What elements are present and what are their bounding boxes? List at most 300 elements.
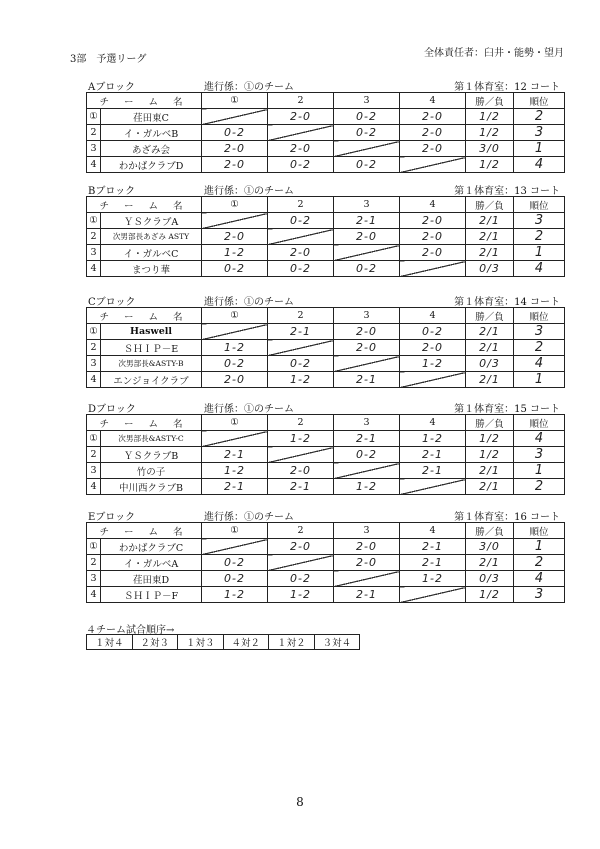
block-b-table [86, 196, 565, 277]
self-match-cell [334, 571, 400, 587]
match-result-cell [334, 213, 400, 229]
match-result-cell [400, 213, 466, 229]
match-score: 0-2 [290, 572, 311, 585]
match-order-item: ３対４ [314, 635, 360, 650]
win-loss-cell [466, 356, 514, 372]
win-loss-cell [466, 141, 514, 157]
team-name-header: チ ー ム 名 [87, 523, 202, 539]
col-header-rank: 順位 [514, 415, 565, 431]
col-header-rank: 順位 [514, 523, 565, 539]
match-score: 1-2 [224, 246, 245, 259]
rank-value: 1 [534, 141, 544, 156]
match-score: 2-0 [422, 110, 443, 123]
match-result-cell [334, 555, 400, 571]
match-score: 2-0 [356, 540, 377, 553]
win-loss-cell [466, 109, 514, 125]
col-header-c1: ① [202, 197, 268, 213]
match-score: 1-2 [422, 432, 443, 445]
self-match-cell [400, 587, 466, 603]
col-header-c1: ① [202, 415, 268, 431]
team-name-header: チ ー ム 名 [87, 415, 202, 431]
match-score: 1-2 [422, 572, 443, 585]
win-loss-cell [466, 447, 514, 463]
team-number: 2 [87, 447, 101, 463]
team-number: 3 [87, 141, 101, 157]
win-loss-value: 2/1 [479, 373, 500, 386]
block-name: Dブロック [88, 404, 136, 415]
match-score: 2-0 [224, 230, 245, 243]
match-result-cell [268, 245, 334, 261]
block-d [86, 400, 564, 495]
match-order-item: ４対２ [223, 635, 269, 650]
match-result-cell [268, 157, 334, 173]
match-result-cell [202, 555, 268, 571]
rank-cell [514, 157, 565, 173]
rank-value: 4 [534, 157, 544, 172]
match-result-cell [268, 479, 334, 495]
match-score: 0-2 [356, 262, 377, 275]
rank-value: 2 [534, 109, 544, 124]
team-number: 4 [87, 372, 101, 388]
team-number: 2 [87, 229, 101, 245]
match-score: 1-2 [224, 588, 245, 601]
self-match-cell [268, 555, 334, 571]
win-loss-cell [466, 479, 514, 495]
block-court: 第１体育室：14 コート [454, 297, 560, 308]
match-score: 2-1 [356, 373, 377, 386]
team-row [87, 324, 565, 340]
block-court: 第１体育室：13 コート [454, 186, 560, 197]
win-loss-value: 1/2 [479, 448, 500, 461]
block-name: Bブロック [88, 186, 136, 197]
match-score: 2-1 [224, 448, 245, 461]
table-header-row [87, 415, 565, 431]
block-c [86, 293, 564, 388]
team-name: わかばクラブC [101, 539, 202, 555]
match-result-cell [202, 141, 268, 157]
rank-value: 2 [534, 555, 544, 570]
block-court: 第１体育室：12 コート [454, 82, 560, 93]
match-result-cell [400, 571, 466, 587]
block-d-table [86, 414, 565, 495]
team-row [87, 539, 565, 555]
win-loss-value: 3/0 [479, 142, 500, 155]
match-result-cell [202, 479, 268, 495]
match-score: 2-0 [422, 126, 443, 139]
col-header-c4: 4 [400, 197, 466, 213]
match-score: 2-0 [422, 230, 443, 243]
match-score: 1-2 [356, 480, 377, 493]
win-loss-cell [466, 125, 514, 141]
col-header-winloss: 勝／負 [466, 523, 514, 539]
col-header-winloss: 勝／負 [466, 93, 514, 109]
team-name: イ・ガルベA [101, 555, 202, 571]
rank-value: 2 [534, 479, 544, 494]
team-row [87, 463, 565, 479]
match-order-table [86, 634, 360, 650]
match-score: 2-1 [422, 448, 443, 461]
team-number: 4 [87, 479, 101, 495]
team-number: 4 [87, 157, 101, 173]
win-loss-value: 1/2 [479, 588, 500, 601]
self-match-cell [202, 324, 268, 340]
col-header-c2: 2 [268, 197, 334, 213]
team-number: 3 [87, 356, 101, 372]
division-title: 3部 予選リーグ [70, 54, 147, 65]
col-header-c4: 4 [400, 93, 466, 109]
self-match-cell [400, 261, 466, 277]
match-order-item: １対４ [87, 635, 133, 650]
win-loss-value: 0/3 [479, 572, 500, 585]
match-score: 0-2 [356, 448, 377, 461]
match-result-cell [334, 261, 400, 277]
match-result-cell [202, 125, 268, 141]
match-result-cell [268, 109, 334, 125]
team-row [87, 109, 565, 125]
match-result-cell [400, 555, 466, 571]
match-result-cell [334, 324, 400, 340]
team-name-header: チ ー ム 名 [87, 308, 202, 324]
rank-value: 4 [534, 431, 544, 446]
table-header-row [87, 197, 565, 213]
win-loss-cell [466, 587, 514, 603]
team-row [87, 141, 565, 157]
col-header-c2: 2 [268, 415, 334, 431]
team-name-header: チ ー ム 名 [87, 93, 202, 109]
team-name: イ・ガルベB [101, 125, 202, 141]
match-order-item: １対３ [178, 635, 224, 650]
win-loss-value: 2/1 [479, 325, 500, 338]
match-result-cell [334, 229, 400, 245]
win-loss-cell [466, 431, 514, 447]
col-header-c4: 4 [400, 523, 466, 539]
block-e [86, 508, 564, 603]
block-referee: 進行係：①のチーム [204, 297, 294, 308]
match-score: 2-0 [224, 373, 245, 386]
match-result-cell [400, 431, 466, 447]
block-header [86, 400, 564, 414]
win-loss-cell [466, 463, 514, 479]
col-header-c4: 4 [400, 308, 466, 324]
win-loss-value: 1/2 [479, 110, 500, 123]
rank-value: 4 [534, 356, 544, 371]
match-result-cell [268, 141, 334, 157]
col-header-c1: ① [202, 93, 268, 109]
team-row [87, 479, 565, 495]
win-loss-value: 2/1 [479, 464, 500, 477]
match-result-cell [334, 539, 400, 555]
team-name: ＳＨＩＰ－F [101, 587, 202, 603]
self-match-cell [400, 157, 466, 173]
match-result-cell [202, 447, 268, 463]
team-number: 4 [87, 587, 101, 603]
match-score: 2-0 [422, 214, 443, 227]
match-score: 2-1 [422, 540, 443, 553]
self-match-cell [334, 356, 400, 372]
self-match-cell [202, 539, 268, 555]
self-match-cell [202, 109, 268, 125]
match-score: 1-2 [290, 432, 311, 445]
match-score: 0-2 [290, 158, 311, 171]
win-loss-value: 2/1 [479, 556, 500, 569]
self-match-cell [334, 141, 400, 157]
match-result-cell [400, 141, 466, 157]
match-result-cell [334, 340, 400, 356]
block-referee: 進行係：①のチーム [204, 82, 294, 93]
match-score: 2-1 [422, 464, 443, 477]
match-score: 0-2 [290, 214, 311, 227]
match-result-cell [400, 463, 466, 479]
match-score: 2-0 [356, 341, 377, 354]
match-result-cell [202, 261, 268, 277]
win-loss-cell [466, 372, 514, 388]
team-name: イ・ガルベC [101, 245, 202, 261]
team-row [87, 245, 565, 261]
rank-value: 2 [534, 340, 544, 355]
block-name: Aブロック [88, 82, 136, 93]
team-number: ① [87, 324, 101, 340]
team-row [87, 431, 565, 447]
block-header [86, 182, 564, 196]
rank-cell [514, 479, 565, 495]
block-referee: 進行係：①のチーム [204, 404, 294, 415]
self-match-cell [400, 479, 466, 495]
team-row [87, 125, 565, 141]
match-result-cell [268, 463, 334, 479]
match-result-cell [268, 356, 334, 372]
rank-value: 2 [534, 229, 544, 244]
match-score: 0-2 [224, 572, 245, 585]
team-name: 中川西クラブB [101, 479, 202, 495]
win-loss-cell [466, 324, 514, 340]
match-score: 2-0 [290, 142, 311, 155]
team-row [87, 229, 565, 245]
match-score: 1-2 [290, 588, 311, 601]
match-score: 2-1 [356, 214, 377, 227]
match-score: 0-2 [356, 110, 377, 123]
team-number: 2 [87, 340, 101, 356]
team-number: ① [87, 213, 101, 229]
match-score: 2-0 [422, 246, 443, 259]
rank-value: 3 [534, 213, 544, 228]
col-header-c1: ① [202, 523, 268, 539]
match-order-label: ４チーム試合順序→ [86, 625, 175, 636]
win-loss-cell [466, 571, 514, 587]
match-score: 2-1 [290, 480, 311, 493]
match-score: 0-2 [356, 158, 377, 171]
match-score: 0-2 [224, 126, 245, 139]
team-number: ① [87, 109, 101, 125]
col-header-winloss: 勝／負 [466, 197, 514, 213]
rank-value: 1 [534, 539, 544, 554]
match-score: 2-0 [290, 110, 311, 123]
rank-value: 1 [534, 372, 544, 387]
team-number: 2 [87, 125, 101, 141]
match-score: 2-0 [224, 158, 245, 171]
rank-cell [514, 463, 565, 479]
self-match-cell [268, 447, 334, 463]
match-score: 2-0 [290, 246, 311, 259]
match-score: 1-2 [422, 357, 443, 370]
team-number: 4 [87, 261, 101, 277]
rank-cell [514, 447, 565, 463]
team-row [87, 555, 565, 571]
rank-value: 3 [534, 125, 544, 140]
match-score: 2-0 [290, 540, 311, 553]
block-name: Eブロック [88, 512, 136, 523]
match-result-cell [334, 109, 400, 125]
self-match-cell [268, 340, 334, 356]
team-name: ＹＳクラブA [101, 213, 202, 229]
match-result-cell [202, 356, 268, 372]
rank-cell [514, 555, 565, 571]
win-loss-value: 2/1 [479, 341, 500, 354]
match-score: 2-0 [290, 464, 311, 477]
win-loss-cell [466, 539, 514, 555]
match-score: 2-0 [356, 325, 377, 338]
rank-cell [514, 356, 565, 372]
match-result-cell [268, 372, 334, 388]
team-name: あざみ会 [101, 141, 202, 157]
rank-cell [514, 213, 565, 229]
match-score: 1-2 [224, 341, 245, 354]
win-loss-value: 2/1 [479, 214, 500, 227]
block-a-table [86, 92, 565, 173]
match-result-cell [202, 229, 268, 245]
team-name: Haswell [101, 324, 202, 340]
table-header-row [87, 93, 565, 109]
team-row [87, 587, 565, 603]
match-score: 2-1 [356, 588, 377, 601]
self-match-cell [268, 229, 334, 245]
match-result-cell [268, 324, 334, 340]
self-match-cell [268, 125, 334, 141]
col-header-rank: 順位 [514, 197, 565, 213]
team-name: エンジョイクラブ [101, 372, 202, 388]
match-score: 2-0 [356, 230, 377, 243]
match-result-cell [268, 431, 334, 447]
rank-cell [514, 571, 565, 587]
table-header-row [87, 308, 565, 324]
match-result-cell [334, 372, 400, 388]
match-result-cell [400, 125, 466, 141]
team-name: ＹＳクラブB [101, 447, 202, 463]
match-result-cell [202, 372, 268, 388]
rank-cell [514, 324, 565, 340]
block-name: Cブロック [88, 297, 136, 308]
team-name: 竹の子 [101, 463, 202, 479]
match-result-cell [400, 356, 466, 372]
match-result-cell [334, 447, 400, 463]
match-result-cell [334, 479, 400, 495]
match-result-cell [268, 213, 334, 229]
match-score: 1-2 [224, 464, 245, 477]
match-score: 0-2 [224, 556, 245, 569]
col-header-rank: 順位 [514, 308, 565, 324]
block-header [86, 508, 564, 522]
page-number: 8 [296, 795, 304, 809]
rank-cell [514, 229, 565, 245]
rank-value: 4 [534, 261, 544, 276]
match-result-cell [400, 447, 466, 463]
rank-cell [514, 587, 565, 603]
match-result-cell [400, 229, 466, 245]
col-header-c2: 2 [268, 93, 334, 109]
rank-value: 4 [534, 571, 544, 586]
match-result-cell [268, 539, 334, 555]
self-match-cell [334, 463, 400, 479]
match-score: 2-0 [224, 142, 245, 155]
win-loss-cell [466, 229, 514, 245]
rank-cell [514, 141, 565, 157]
team-number: 2 [87, 555, 101, 571]
match-score: 1-2 [290, 373, 311, 386]
win-loss-cell [466, 261, 514, 277]
match-result-cell [400, 340, 466, 356]
block-court: 第１体育室：15 コート [454, 404, 560, 415]
responsible-persons: 全体責任者：臼井・能勢・望月 [424, 48, 564, 59]
match-score: 2-1 [422, 556, 443, 569]
win-loss-cell [466, 555, 514, 571]
col-header-c3: 3 [334, 93, 400, 109]
col-header-c3: 3 [334, 308, 400, 324]
team-name: わかばクラブD [101, 157, 202, 173]
block-header [86, 293, 564, 307]
win-loss-value: 1/2 [479, 432, 500, 445]
block-b [86, 182, 564, 277]
win-loss-cell [466, 245, 514, 261]
win-loss-value: 0/3 [479, 262, 500, 275]
col-header-c1: ① [202, 308, 268, 324]
win-loss-value: 3/0 [479, 540, 500, 553]
match-result-cell [400, 109, 466, 125]
rank-cell [514, 539, 565, 555]
match-score: 0-2 [422, 325, 443, 338]
block-referee: 進行係：①のチーム [204, 512, 294, 523]
team-name: 次男部長あざみ ASTY [101, 229, 202, 245]
match-score: 0-2 [290, 357, 311, 370]
match-score: 2-1 [290, 325, 311, 338]
team-row [87, 340, 565, 356]
rank-cell [514, 340, 565, 356]
rank-cell [514, 245, 565, 261]
rank-cell [514, 109, 565, 125]
team-row [87, 372, 565, 388]
win-loss-value: 2/1 [479, 246, 500, 259]
win-loss-cell [466, 340, 514, 356]
match-score: 0-2 [356, 126, 377, 139]
team-name: ＳＨＩＰ－E [101, 340, 202, 356]
rank-value: 1 [534, 245, 544, 260]
block-header [86, 78, 564, 92]
team-number: ① [87, 431, 101, 447]
team-name-header: チ ー ム 名 [87, 197, 202, 213]
team-row [87, 447, 565, 463]
block-a [86, 78, 564, 173]
match-score: 2-1 [356, 432, 377, 445]
rank-cell [514, 125, 565, 141]
match-result-cell [202, 571, 268, 587]
win-loss-value: 2/1 [479, 230, 500, 243]
win-loss-value: 1/2 [479, 126, 500, 139]
team-name: 次男部長&ASTY-B [101, 356, 202, 372]
col-header-winloss: 勝／負 [466, 415, 514, 431]
team-name: 荏田東D [101, 571, 202, 587]
col-header-winloss: 勝／負 [466, 308, 514, 324]
match-score: 0-2 [224, 357, 245, 370]
rank-cell [514, 261, 565, 277]
block-e-table [86, 522, 565, 603]
